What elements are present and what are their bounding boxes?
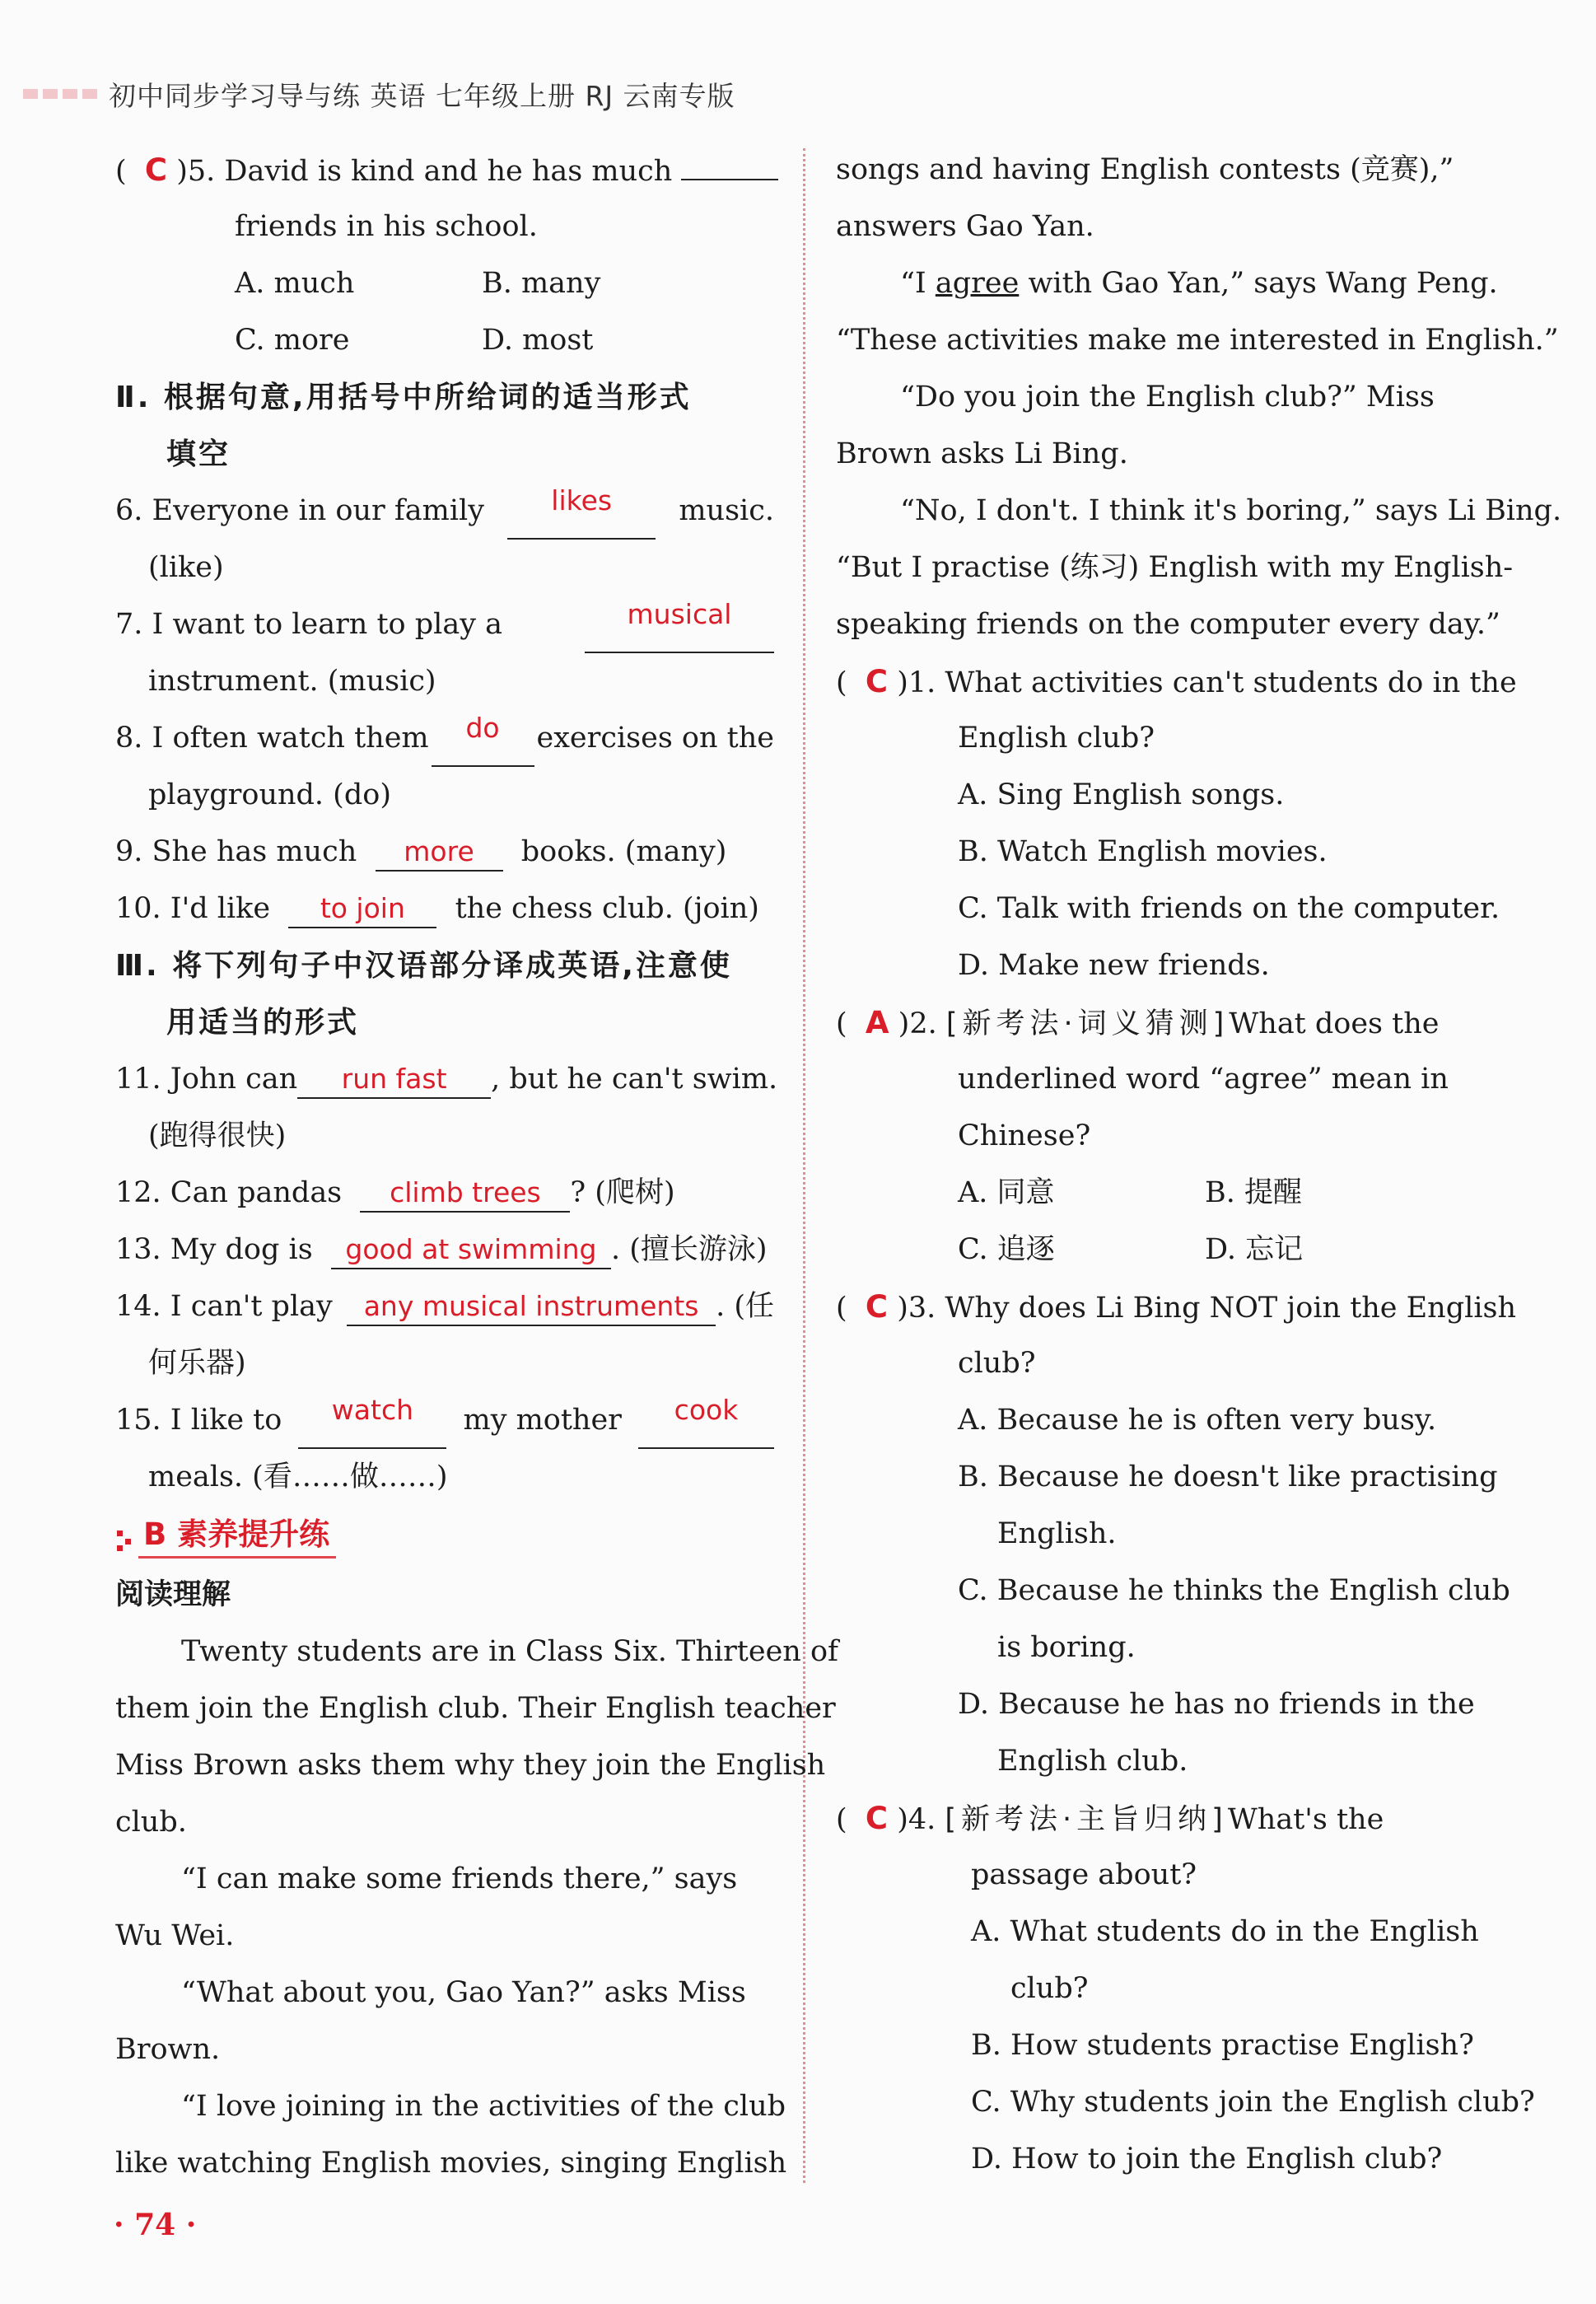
book-title: 初中同步学习导与练 英语 七年级上册 RJ 云南专版 [109,79,735,112]
options-row: C. more D. most [235,324,594,357]
question-11: 11. John can run fast , but he can't swim. [115,1051,774,1108]
section-2-heading: Ⅱ. 根据句意,用括号中所给词的适当形式 [115,381,692,414]
question-5: ( C )5. David is kind and he has much [115,142,774,199]
question-10: 10. I'd like to join the chess club. (join) [115,881,774,937]
question-14: 14. I can't play any musical instruments . (任 [115,1278,774,1335]
answer-mark: C [865,1289,889,1325]
reading-question-3: ( C )3. Why does Li Bing NOT join the English [836,1289,1517,1325]
question-12: 12. Can pandas climb trees ? (爬树) [115,1165,774,1222]
question-13: 13. My dog is good at swimming . (擅长游泳) [115,1222,774,1278]
answer-blank [681,143,778,180]
section-3-heading: Ⅲ. 将下列句子中汉语部分译成英语,注意使 [115,949,732,983]
answer-fill: likes [507,483,656,540]
paragraph-agree: “I agree with Gao Yan,” says Wang Peng. [900,267,1498,300]
answer-fill: do [432,710,534,767]
reading-title: 阅读理解 [115,1578,231,1611]
section-dots-icon [115,1521,133,1554]
reading-passage-left: Twenty students are in Class Six. Thirteen of them join the English club. Their English teacher Miss Brown asks them why they join the English club. “I can make some friends there,” says Wu Wei. “What about you, Gao Yan?” asks Miss Brown. “I love joining in the activities of the club like watching English movies, singing English [115,1635,838,2180]
column-divider [803,148,805,2183]
section-b-heading: B 素养提升练 [115,1506,774,1567]
header-decoration [23,89,97,99]
answer-fill: any musical instruments [347,1288,716,1326]
question-tag: [新考法·词义猜测] [945,1007,1230,1040]
question-tag: [新考法·主旨归纳] [945,1803,1228,1836]
answer-fill: watch [298,1392,446,1449]
question-7: 7. I want to learn to play a musical [115,596,774,653]
question-9: 9. She has much more books. (many) [115,824,774,881]
reading-question-2: ( A )2. [新考法·词义猜测]What does the [836,1005,1440,1040]
underlined-word: agree [935,267,1020,300]
answer-fill: more [376,834,503,872]
answer-mark: C [865,1801,889,1836]
page-header [23,72,1588,115]
right-column: songs and having English contests (竞赛),” answers Gao Yan. “I agree with Gao Yan,” says Wang Peng. “These activities make me interested in English.” “Do you join the English club?” Miss Brown asks Li Bing. “No, I don't. I think it's boring,” says Li Bing. “But I practise (练习) English with my English- speaking friends on the computer every day.” ( C )1. What activities can't students do in the English club? A. Sing English songs. B. Watch English movies. C. Talk with friends on the computer. D. Make new friends. ( A )2. [新考法·词义猜测]What does the underlined word “agree” mean in Chinese? A. 同意 B. 提醒 C. 追逐 D. 忘记 ( C )3. Why does Li Bing NOT join the English club? A. Because he is often very busy. B. Because he doesn't like practising English. C. Because he thinks the English club is boring. D. Because he has no friends in the English club. ( C )4. [新考法·主旨归纳]What's the passage about? A. What students do in the English club? B. How students practise English? C. Why students join the English club? D. How to join the English club? [836,153,1562,2175]
answer-fill: good at swimming [331,1231,611,1269]
answer-mark: C [865,664,889,699]
answer-fill: climb trees [360,1175,570,1213]
question-8: 8. I often watch them do exercises on the [115,710,774,767]
question-6: 6. Everyone in our family likes music. [115,483,774,540]
options-row: A. much B. many [235,267,601,300]
reading-question-4: ( C )4. [新考法·主旨归纳]What's the [836,1801,1384,1836]
answer-fill: cook [638,1392,774,1449]
answer-fill: to join [288,890,436,928]
question-15: 15. I like to watch my mother cook [115,1392,774,1449]
answer-mark: C [144,152,168,188]
answer-fill: run fast [297,1061,491,1099]
answer-mark: A [865,1005,889,1040]
page-number: · 74 · [114,2208,197,2242]
answer-fill: musical [585,596,774,653]
reading-question-1: ( C )1. What activities can't students do in the [836,664,1517,699]
left-column: ( C )5. David is kind and he has much friends in his school. A. much B. many C. more D. most Ⅱ. 根据句意,用括号中所给词的适当形式 填空 6. Everyone in our family likes music. (like) 7. I want to learn to play a musical instrument. (music) 8. I often watch them do exercises on the playground. (do) 9. She has much more books. (many) 10. I'd like to join the chess club. (join) Ⅲ. 将下列句子中汉语部分译成英语,注意使 用适当的形式 11. John can run fast , but he can't swim. (跑得很快) 12. Can pandas climb trees ? (爬树) 13. My dog is good at swimming . (擅长游泳) 14. I can't play any musical instruments . (任 何乐器) 15. I like to watch my mother cook meals. (看……做……) B 素养提升练 阅读理解 Twenty students are in Class Six. Thirteen of them join the English club. Their English teacher Miss Brown asks them why they join the English club. “I can make some friends there,” says Wu Wei. “What about you, Gao Yan?” asks Miss Brown. “I love joining in the activities of the club like watching English movies, singing English [115,142,774,2192]
